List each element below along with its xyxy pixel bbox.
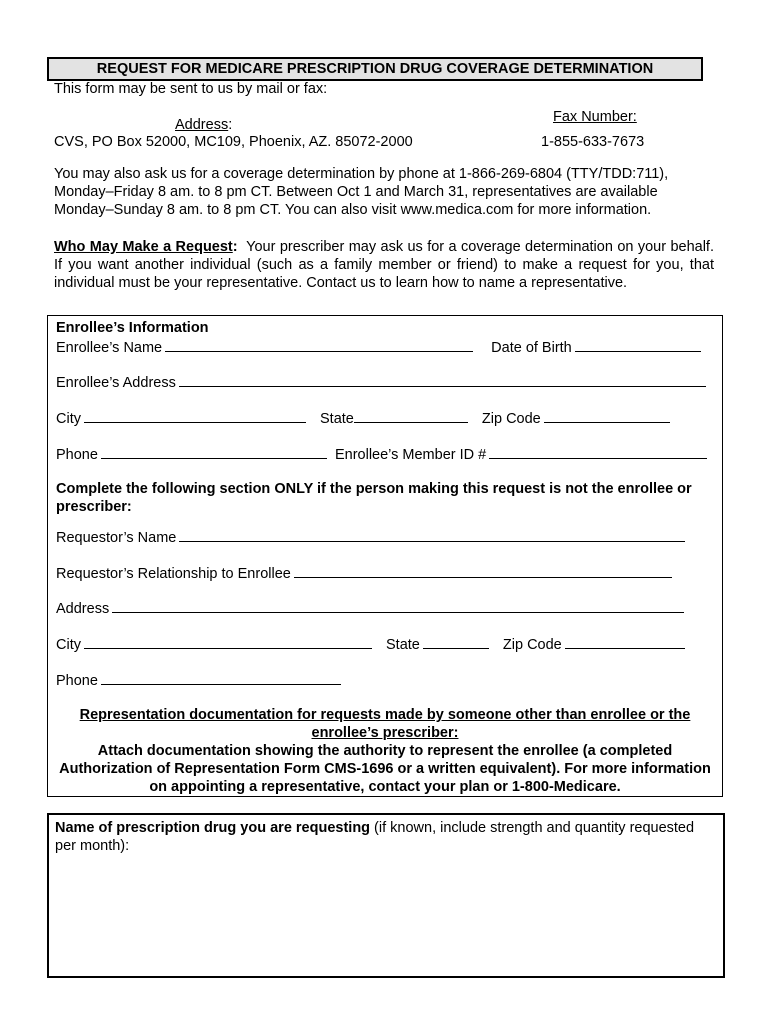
- phone-paragraph: You may also ask us for a coverage determination by phone at 1-866-269-6804 (TTY/TDD:711), Monday–Friday 8 am. to 8 pm CT. Between Oct 1 and March 31, representatives are available Monday–Sunday 8 am. to 8 pm CT. You can also visit www.medica.com for more information.: [54, 166, 669, 218]
- requestor-zip-label: Zip Code: [502, 637, 562, 653]
- enrollee-city-label: City: [56, 411, 81, 427]
- enrollee-phone-field[interactable]: [101, 444, 327, 459]
- requestor-relationship-field[interactable]: [294, 563, 672, 578]
- enrollee-section-title: Enrollee’s Information: [56, 320, 209, 336]
- representation-documentation: [56, 706, 714, 796]
- requestor-state-field[interactable]: [423, 634, 489, 649]
- representation-heading: Representation documentation for requests made by someone other than enrollee or the enrollee’s prescriber:: [79, 707, 691, 741]
- enrollee-address-row: [56, 372, 706, 392]
- enrollee-zip-label: Zip Code: [481, 411, 541, 427]
- representation-body: Attach documentation showing the authority to represent the enrollee (a completed Authorization of Representation Form CMS-1696 or a written equivalent). For more information on appointing a representative, contact your plan or 1-800-Medicare.: [59, 743, 711, 795]
- who-may-request-text: Your prescriber may ask us for a coverage determination on your behalf. If you want another individual (such as a family member or friend) to make a request for you, that individual must be your representative. Contact us to learn how to name a representative.: [54, 239, 714, 291]
- requestor-relationship-label: Requestor’s Relationship to Enrollee: [56, 566, 291, 582]
- enrollee-name-label: Enrollee’s Name: [56, 340, 163, 356]
- prescription-drug-label: Name of prescription drug you are requesting (if known, include strength and quantity requested per month):: [55, 820, 695, 854]
- mailing-address: CVS, PO Box 52000, MC109, Phoenix, AZ. 85072-2000: [54, 134, 413, 150]
- enrollee-address-field[interactable]: [179, 372, 706, 387]
- requestor-address-label: Address: [56, 601, 110, 617]
- requestor-phone-label: Phone: [56, 673, 98, 689]
- requestor-instruction: Complete the following section ONLY if the person making this request is not the enrollee or prescriber:: [56, 481, 692, 515]
- enrollee-zip-field[interactable]: [544, 408, 670, 423]
- requestor-name-label: Requestor’s Name: [56, 530, 177, 546]
- enrollee-name-row: [56, 337, 701, 357]
- who-may-request-paragraph: Who May Make a Request: Your prescriber may ask us for a coverage determination on your behalf. If you want another individual (such as a family member or friend) to make a request for you, that individual must be your representative. Contact us to learn how to name a representative.: [54, 239, 714, 291]
- enrollee-state-field[interactable]: [354, 408, 468, 423]
- who-may-request-heading: Who May Make a Request: [54, 239, 233, 255]
- requestor-city-field[interactable]: [84, 634, 372, 649]
- form-title: REQUEST FOR MEDICARE PRESCRIPTION DRUG COVERAGE DETERMINATION: [47, 57, 703, 81]
- enrollee-address-label: Enrollee’s Address: [56, 375, 176, 391]
- prescription-drug-section[interactable]: [47, 813, 725, 978]
- address-label: Address:: [175, 117, 233, 133]
- requestor-address-field[interactable]: [112, 598, 684, 613]
- enrollee-section: [47, 315, 723, 797]
- enrollee-phone-label: Phone: [56, 447, 98, 463]
- enrollee-city-row: [56, 408, 670, 428]
- enrollee-phone-row: [56, 444, 707, 464]
- requestor-address-row: [56, 598, 684, 618]
- requestor-relationship-row: [56, 563, 672, 583]
- requestor-name-row: [56, 527, 685, 547]
- fax-label: Fax Number:: [553, 109, 637, 125]
- enrollee-city-field[interactable]: [84, 408, 306, 423]
- enrollee-state-label: State: [320, 411, 354, 427]
- requestor-phone-row: [56, 670, 341, 690]
- requestor-zip-field[interactable]: [565, 634, 685, 649]
- requestor-city-label: City: [56, 637, 81, 653]
- requestor-name-field[interactable]: [179, 527, 685, 542]
- dob-field[interactable]: [575, 337, 701, 352]
- requestor-city-row: [56, 634, 685, 654]
- fax-number: 1-855-633-7673: [541, 134, 645, 150]
- requestor-state-label: State: [386, 637, 420, 653]
- intro-text: This form may be sent to us by mail or fax:: [54, 81, 328, 97]
- member-id-field[interactable]: [489, 444, 707, 459]
- member-id-label: Enrollee’s Member ID #: [334, 447, 487, 463]
- enrollee-name-field[interactable]: [165, 337, 473, 352]
- dob-label: Date of Birth: [491, 340, 572, 356]
- requestor-phone-field[interactable]: [101, 670, 341, 685]
